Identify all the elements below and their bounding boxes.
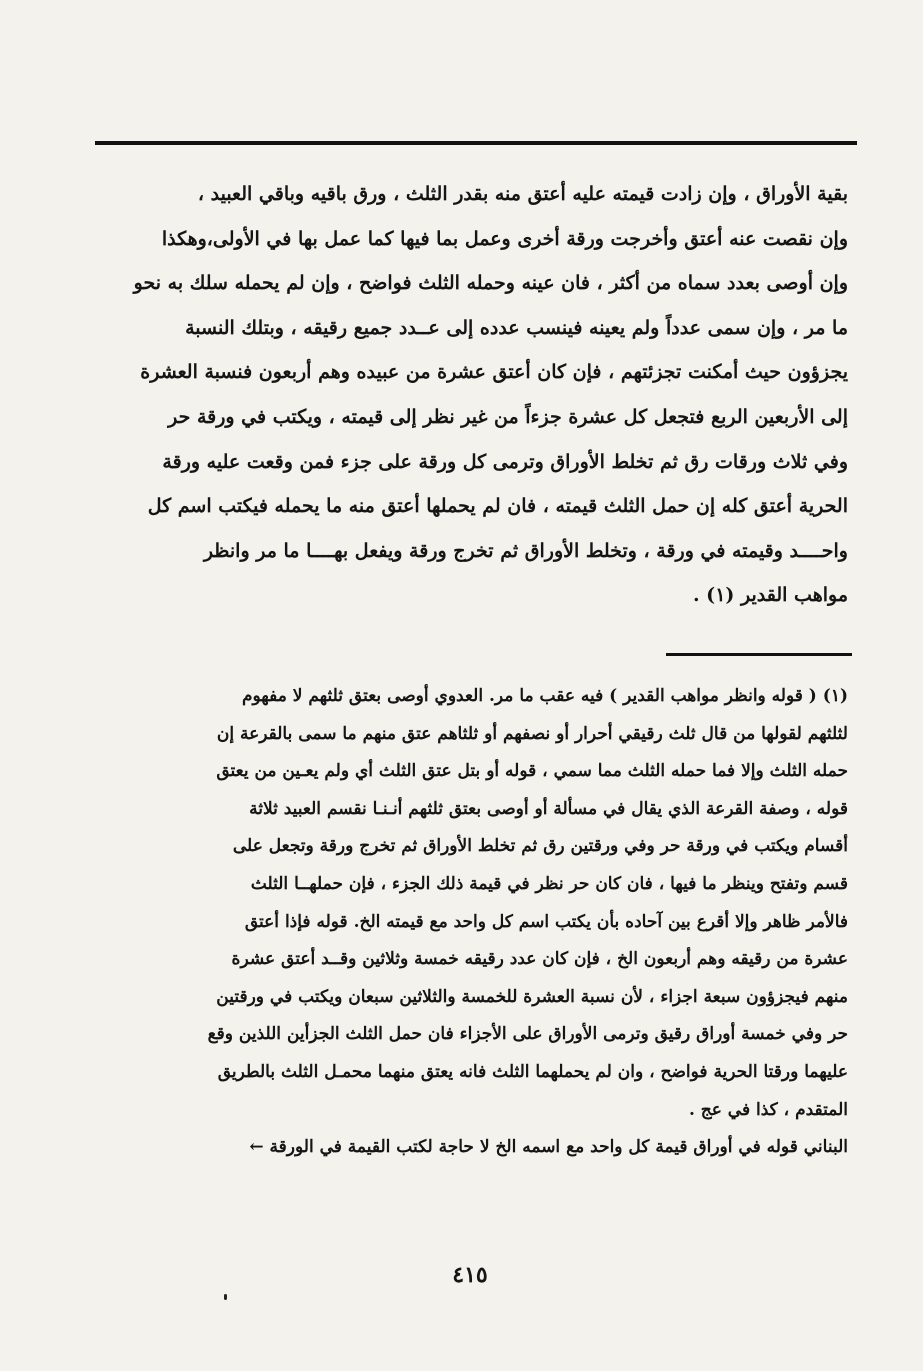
ink-speck (224, 1294, 227, 1300)
footnote-line: البناني قوله في أوراق قيمة كل واحد مع اسمه الخ لا حاجة لكتب القيمة في الورقة ← (249, 1137, 848, 1158)
footnote-line: لثلثهم لقولها من قال ثلث رقيقي أحرار أو نصفهم أو ثلثاهم عتق منهم ما سمى بالقرعة إن (216, 723, 848, 744)
main-text-block (104, 172, 848, 618)
footnote-line: عليهما ورقتا الحرية فواضح ، وان لم يحملهما الثلث فانه يعتق منهما محمـل الثلث بالطريق (217, 1061, 848, 1082)
footnote-line: فالأمر ظاهر وإلا أقرع بين آحاده بأن يكتب اسم كل واحد مع قيمته الخ. قوله فإذا أعتق (244, 911, 848, 932)
footnote-line: منهم فيجزؤون سبعة اجزاء ، لأن نسبة العشرة للخمسة والثلاثين سبعان ويكتب في ورقتين (216, 986, 848, 1007)
footnote-line: المتقدم ، كذا في عج . (688, 1099, 848, 1120)
footnotes-block (104, 678, 848, 1167)
footnote-line: حر وفي خمسة أوراق رقيق وترمى الأوراق على الأجزاء فان حمل الثلث الجزأين اللذين وقع (207, 1024, 848, 1045)
footnote-line: (١) ( قوله وانظر مواهب القدير ) فيه عقب ما مر. العدوي أوصى بعتق ثلثهم لا مفهوم (241, 686, 848, 706)
footnote-line: عشرة من رقيقه وهم أربعون الخ ، فإن كان عدد رقيقه خمسة وثلاثين وقــد أعتق عشرة (231, 949, 848, 970)
footnote-line: قوله ، وصفة القرعة الذي يقال في مسألة أو أوصى بعتق ثلثهم أنـنـا نقسم العبيد ثلاثة (249, 798, 848, 819)
footnote-line: أقسام ويكتب في ورقة حر وفي ورقتين رق ثم تخلط الأوراق ثم تخرج ورقة وتجعل على (232, 836, 848, 857)
body-line: وإن نقصت عنه أعتق وأخرجت ورقة أخرى وعمل بما فيها كما عمل بها في الأولى،وهكذا (161, 227, 848, 250)
footnote-rule (666, 653, 852, 656)
body-line: يجزؤون حيث أمكنت تجزئتهم ، فإن كان أعتق عشرة من عبيده وهم أربعون فنسبة العشرة (140, 361, 848, 384)
page-number: ٤١٥ (452, 1262, 488, 1288)
body-line: مواهب القدير (١) . (692, 584, 848, 607)
top-rule (95, 141, 857, 145)
body-line: الحرية أعتق كله إن حمل الثلث قيمته ، فان لم يحملها أعتق منه ما يحمله فيكتب اسم كل (147, 495, 848, 518)
body-line: وإن أوصى بعدد سماه من أكثر ، فان عينه وحمله الثلث فواضح ، وإن لم يحمله سلك به نحو (133, 272, 848, 295)
footnote-line: حمله الثلث وإلا فما حمله الثلث مما سمي ، قوله أو بتل عتق الثلث أي ولم يعـين من يعتق (216, 761, 848, 782)
body-line: واحــــد وقيمته في ورقة ، وتخلط الأوراق ثم تخرج ورقة ويفعل بهــــا ما مر وانظر (203, 539, 848, 562)
footnote-line: قسم وتفتح وينظر ما فيها ، فان كان حر نظر في قيمة ذلك الجزء ، فإن حملهــا الثلث (250, 873, 848, 894)
body-line: وفي ثلاث ورقات رق ثم تخلط الأوراق وترمى كل ورقة على جزء فمن وقعت عليه ورقة (162, 450, 848, 473)
body-line: بقية الأوراق ، وإن زادت قيمته عليه أعتق منه بقدر الثلث ، ورق باقيه وباقي العبيد ، (197, 183, 848, 205)
body-line: إلى الأربعين الربع فتجعل كل عشرة جزءاً من غير نظر إلى قيمته ، ويكتب في ورقة حر (168, 405, 848, 428)
body-line: ما مر ، وإن سمى عدداً ولم يعينه فينسب عدده إلى عــدد جميع رقيقه ، وبتلك النسبة (185, 316, 848, 339)
